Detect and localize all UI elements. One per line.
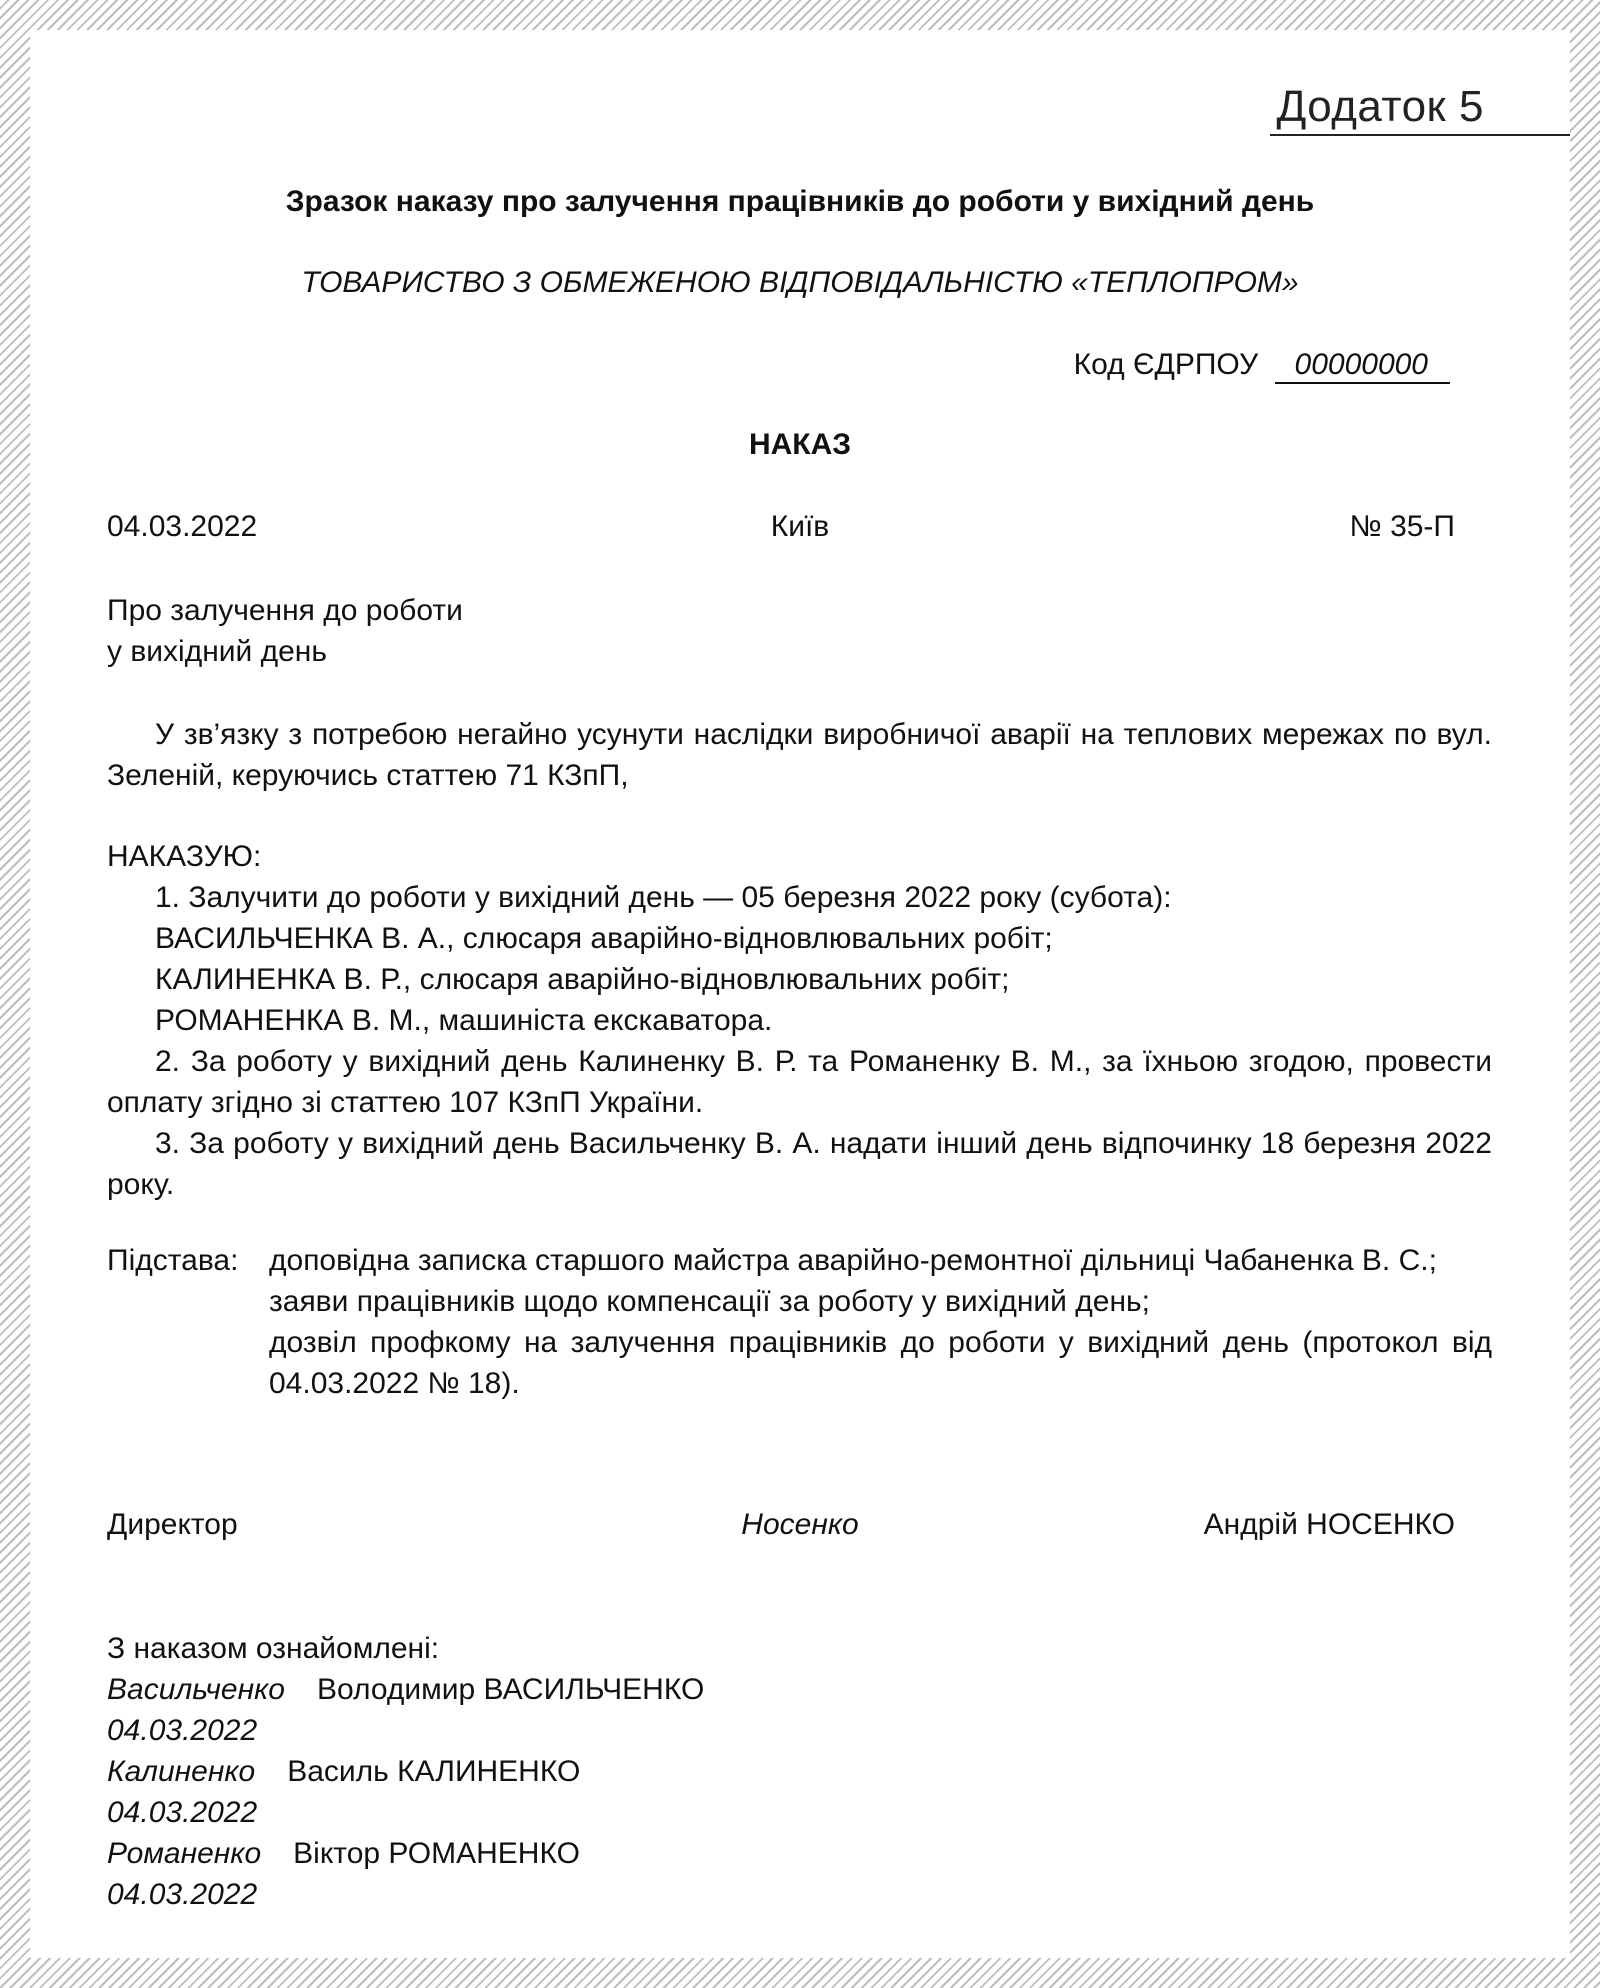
edrpou-line: [1074, 348, 1450, 384]
employee-name: Володимир ВАСИЛЬЧЕНКО: [316, 1673, 705, 1706]
worker-line: ВАСИЛЬЧЕНКА В. А., слюсаря аварійно-відновлювальних робіт;: [155, 922, 1053, 955]
subject-line: у вихідний день: [107, 635, 328, 668]
employee-signature: Васильченко: [107, 1673, 285, 1706]
acknowledgement-row: [107, 1751, 1492, 1792]
order-subject: [107, 590, 1492, 672]
employee-name: Василь КАЛИНЕНКО: [287, 1755, 581, 1788]
order-number: № 35-П: [1349, 510, 1455, 543]
acknowledgement-date: 04.03.2022: [107, 1878, 258, 1911]
order-item-3: 3. За роботу у вихідний день Васильченку В. А. надати інший день відпочинку 18 березня 2022 року.: [107, 1127, 1492, 1201]
edrpou-label: Код ЄДРПОУ: [1073, 348, 1259, 381]
basis-item: дозвіл профкому на залучення працівників до роботи у вихідний день (протокол від 04.03.2022 № 18).: [269, 1326, 1492, 1400]
worker-line: КАЛИНЕНКА В. Р., слюсаря аварійно-відновлювальних робіт;: [155, 963, 1010, 996]
signatory-name: Андрій НОСЕНКО: [1203, 1508, 1455, 1541]
employee-name: Віктор РОМАНЕНКО: [293, 1837, 580, 1870]
basis-item: заяви працівників щодо компенсації за роботу у вихідний день;: [269, 1285, 1150, 1318]
order-basis: [107, 1240, 1492, 1404]
order-heading: НАКАЗ: [748, 428, 852, 461]
document-page: [30, 30, 1570, 1958]
employee-signature: Романенко: [107, 1837, 262, 1870]
employee-signature: Калиненко: [107, 1755, 256, 1788]
company-name: ТОВАРИСТВО З ОБМЕЖЕНОЮ ВІДПОВІДАЛЬНІСТЮ «ТЕПЛОПРОМ»: [301, 266, 1299, 299]
order-body: [107, 836, 1492, 1205]
appendix-label: Додаток 5: [1276, 82, 1484, 131]
order-date: 04.03.2022: [107, 510, 258, 543]
appendix-rule: [1270, 134, 1570, 136]
acknowledgement-block: [107, 1628, 1492, 1915]
acknowledgement-date: 04.03.2022: [107, 1796, 258, 1829]
order-word: НАКАЗУЮ:: [107, 840, 262, 873]
order-city: Київ: [770, 510, 830, 543]
basis-item: доповідна записка старшого майстра аварійно-ремонтної дільниці Чабаненка В. С.;: [269, 1244, 1437, 1277]
acknowledgement-heading: З наказом ознайомлені:: [107, 1632, 440, 1665]
signatory-position: Директор: [107, 1508, 238, 1541]
acknowledgement-row: [107, 1669, 1492, 1710]
worker-line: РОМАНЕНКА В. М., машиніста екскаватора.: [155, 1004, 773, 1037]
edrpou-code: 00000000: [1275, 348, 1450, 384]
basis-label: Підстава:: [107, 1244, 239, 1277]
document-title: Зразок наказу про залучення працівників до роботи у вихідний день: [285, 185, 1315, 218]
signatory-signature: Носенко: [741, 1508, 859, 1541]
order-item-1: 1. Залучити до роботи у вихідний день — 05 березня 2022 року (субота):: [155, 881, 1172, 914]
acknowledgement-date: 04.03.2022: [107, 1714, 258, 1747]
order-preamble: У зв’язку з потребою негайно усунути наслідки виробничої аварії на теплових мережах по вул. Зеленій, керуючись статтею 71 КЗпП,: [107, 718, 1492, 792]
acknowledgement-row: [107, 1833, 1492, 1874]
subject-line: Про залучення до роботи: [107, 594, 463, 627]
order-item-2: 2. За роботу у вихідний день Калиненку В. Р. та Романенку В. М., за їхньою згодою, провести оплату згідно зі статтею 107 КЗпП України.: [107, 1045, 1492, 1119]
